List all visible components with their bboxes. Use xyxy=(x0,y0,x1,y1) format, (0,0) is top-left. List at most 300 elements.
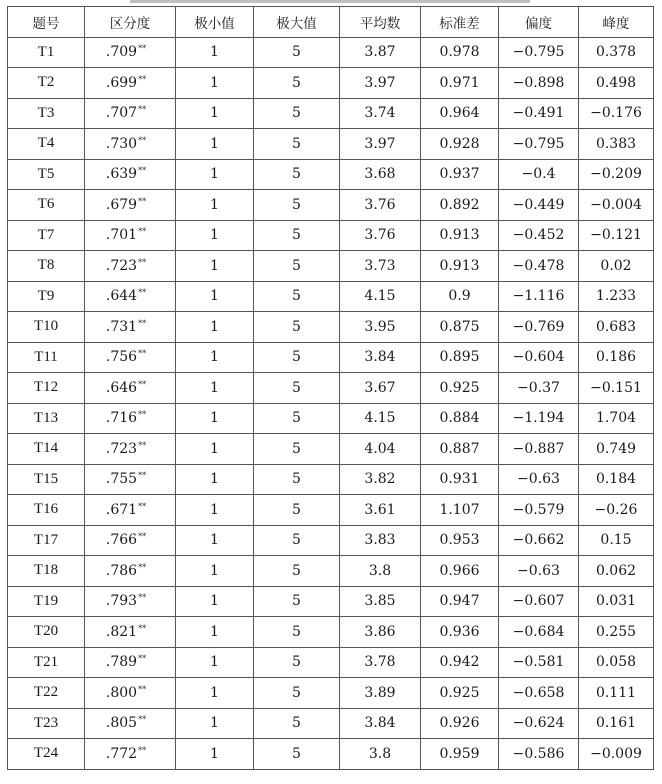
skewness-cell: −0.898 xyxy=(499,68,579,99)
maximum-cell: 5 xyxy=(254,403,340,434)
item-id-cell: T14 xyxy=(8,434,85,465)
mean-cell: 4.15 xyxy=(340,281,421,312)
discrimination-number: .755 xyxy=(105,471,138,488)
item-id-cell: T3 xyxy=(8,98,85,129)
item-id-cell: T11 xyxy=(8,342,85,373)
maximum-cell: 5 xyxy=(254,434,340,465)
skewness-cell: −1.116 xyxy=(499,281,579,312)
minimum-cell: 1 xyxy=(176,678,254,709)
std-dev-cell: 0.887 xyxy=(421,434,499,465)
minimum-cell: 1 xyxy=(176,495,254,526)
table-row xyxy=(8,647,654,678)
maximum-cell: 5 xyxy=(254,556,340,587)
minimum-cell: 1 xyxy=(176,37,254,68)
discrimination-number: .723 xyxy=(105,440,138,457)
significance-mark: ** xyxy=(138,318,147,328)
discrimination-number: .789 xyxy=(105,654,138,671)
kurtosis-cell: −0.004 xyxy=(579,190,654,221)
item-id-cell: T2 xyxy=(8,68,85,99)
skewness-cell: −0.604 xyxy=(499,342,579,373)
header-kurtosis: 峰度 xyxy=(579,7,654,38)
discrimination-value xyxy=(106,258,146,274)
std-dev-cell: 0.9 xyxy=(421,281,499,312)
std-dev-cell: 0.937 xyxy=(421,159,499,190)
table-row xyxy=(8,495,654,526)
discrimination-number: .707 xyxy=(105,105,138,122)
table-row xyxy=(8,525,654,556)
discrimination-value xyxy=(106,654,146,670)
mean-cell: 3.76 xyxy=(340,190,421,221)
significance-mark: ** xyxy=(138,440,147,450)
mean-cell: 3.8 xyxy=(340,739,421,770)
table-row xyxy=(8,98,654,129)
item-id-cell: T24 xyxy=(8,739,85,770)
kurtosis-cell: 0.031 xyxy=(579,586,654,617)
kurtosis-cell: 0.02 xyxy=(579,251,654,282)
skewness-cell: −0.795 xyxy=(499,129,579,160)
minimum-cell: 1 xyxy=(176,68,254,99)
table-row xyxy=(8,678,654,709)
mean-cell: 3.95 xyxy=(340,312,421,343)
discrimination-value xyxy=(106,410,146,426)
skewness-cell: −0.769 xyxy=(499,312,579,343)
discrimination-value xyxy=(106,593,146,609)
maximum-cell: 5 xyxy=(254,281,340,312)
item-id-cell: T13 xyxy=(8,403,85,434)
skewness-cell: −0.579 xyxy=(499,495,579,526)
discrimination-value xyxy=(106,502,146,518)
mean-cell: 3.67 xyxy=(340,373,421,404)
maximum-cell: 5 xyxy=(254,525,340,556)
item-id-cell: T18 xyxy=(8,556,85,587)
discrimination-cell xyxy=(85,159,176,190)
item-id-cell: T7 xyxy=(8,220,85,251)
minimum-cell: 1 xyxy=(176,525,254,556)
skewness-cell: −0.581 xyxy=(499,647,579,678)
skewness-cell: −0.491 xyxy=(499,98,579,129)
table-row xyxy=(8,403,654,434)
maximum-cell: 5 xyxy=(254,312,340,343)
discrimination-value xyxy=(106,563,146,579)
std-dev-cell: 0.959 xyxy=(421,739,499,770)
minimum-cell: 1 xyxy=(176,312,254,343)
discrimination-value xyxy=(106,227,146,243)
discrimination-cell xyxy=(85,464,176,495)
skewness-cell: −0.4 xyxy=(499,159,579,190)
discrimination-number: .793 xyxy=(105,593,138,610)
skewness-cell: −0.684 xyxy=(499,617,579,648)
mean-cell: 3.76 xyxy=(340,220,421,251)
minimum-cell: 1 xyxy=(176,342,254,373)
table-row xyxy=(8,68,654,99)
minimum-cell: 1 xyxy=(176,739,254,770)
skewness-cell: −0.607 xyxy=(499,586,579,617)
minimum-cell: 1 xyxy=(176,586,254,617)
significance-mark: ** xyxy=(138,623,147,633)
discrimination-number: .639 xyxy=(105,166,138,183)
discrimination-value xyxy=(106,349,146,365)
minimum-cell: 1 xyxy=(176,373,254,404)
mean-cell: 3.61 xyxy=(340,495,421,526)
discrimination-number: .709 xyxy=(105,44,138,61)
discrimination-value xyxy=(106,624,146,640)
table-row xyxy=(8,37,654,68)
kurtosis-cell: 0.683 xyxy=(579,312,654,343)
kurtosis-cell: −0.009 xyxy=(579,739,654,770)
mean-cell: 4.15 xyxy=(340,403,421,434)
mean-cell: 3.97 xyxy=(340,68,421,99)
kurtosis-cell: 0.15 xyxy=(579,525,654,556)
item-id-cell: T22 xyxy=(8,678,85,709)
significance-mark: ** xyxy=(138,135,147,145)
discrimination-value xyxy=(106,380,146,396)
discrimination-cell xyxy=(85,37,176,68)
discrimination-cell xyxy=(85,556,176,587)
significance-mark: ** xyxy=(138,288,147,298)
maximum-cell: 5 xyxy=(254,739,340,770)
discrimination-value xyxy=(106,319,146,335)
discrimination-number: .786 xyxy=(105,562,138,579)
maximum-cell: 5 xyxy=(254,68,340,99)
discrimination-number: .699 xyxy=(105,74,138,91)
kurtosis-cell: −0.176 xyxy=(579,98,654,129)
discrimination-cell xyxy=(85,281,176,312)
significance-mark: ** xyxy=(138,349,147,359)
header-skewness: 偏度 xyxy=(499,7,579,38)
maximum-cell: 5 xyxy=(254,373,340,404)
maximum-cell: 5 xyxy=(254,251,340,282)
minimum-cell: 1 xyxy=(176,556,254,587)
header-minimum: 极小值 xyxy=(176,7,254,38)
mean-cell: 3.82 xyxy=(340,464,421,495)
maximum-cell: 5 xyxy=(254,190,340,221)
skewness-cell: −0.662 xyxy=(499,525,579,556)
discrimination-number: .646 xyxy=(105,379,138,396)
discrimination-number: .731 xyxy=(105,318,138,335)
kurtosis-cell: −0.151 xyxy=(579,373,654,404)
discrimination-value xyxy=(106,44,146,60)
item-id-cell: T5 xyxy=(8,159,85,190)
discrimination-cell xyxy=(85,525,176,556)
kurtosis-cell: 0.062 xyxy=(579,556,654,587)
maximum-cell: 5 xyxy=(254,129,340,160)
mean-cell: 3.74 xyxy=(340,98,421,129)
discrimination-number: .730 xyxy=(105,135,138,152)
table-row xyxy=(8,312,654,343)
discrimination-number: .716 xyxy=(105,410,138,427)
minimum-cell: 1 xyxy=(176,647,254,678)
header-row xyxy=(8,7,654,38)
significance-mark: ** xyxy=(138,227,147,237)
discrimination-cell xyxy=(85,739,176,770)
item-id-cell: T6 xyxy=(8,190,85,221)
table-row xyxy=(8,220,654,251)
std-dev-cell: 0.875 xyxy=(421,312,499,343)
kurtosis-cell: 0.058 xyxy=(579,647,654,678)
item-id-cell: T8 xyxy=(8,251,85,282)
discrimination-number: .679 xyxy=(105,196,138,213)
item-id-cell: T12 xyxy=(8,373,85,404)
discrimination-cell xyxy=(85,312,176,343)
maximum-cell: 5 xyxy=(254,98,340,129)
std-dev-cell: 0.928 xyxy=(421,129,499,160)
maximum-cell: 5 xyxy=(254,159,340,190)
discrimination-number: .756 xyxy=(105,349,138,366)
maximum-cell: 5 xyxy=(254,647,340,678)
discrimination-cell xyxy=(85,617,176,648)
header-std-dev: 标准差 xyxy=(421,7,499,38)
significance-mark: ** xyxy=(138,654,147,664)
minimum-cell: 1 xyxy=(176,251,254,282)
discrimination-number: .800 xyxy=(105,684,138,701)
minimum-cell: 1 xyxy=(176,434,254,465)
table-row xyxy=(8,464,654,495)
skewness-cell: −0.37 xyxy=(499,373,579,404)
skewness-cell: −0.887 xyxy=(499,434,579,465)
skewness-cell: −0.795 xyxy=(499,37,579,68)
significance-mark: ** xyxy=(138,166,147,176)
header-discrimination: 区分度 xyxy=(85,7,176,38)
discrimination-cell xyxy=(85,220,176,251)
minimum-cell: 1 xyxy=(176,220,254,251)
item-id-cell: T21 xyxy=(8,647,85,678)
std-dev-cell: 0.978 xyxy=(421,37,499,68)
table-row xyxy=(8,739,654,770)
discrimination-cell xyxy=(85,342,176,373)
kurtosis-cell: 0.749 xyxy=(579,434,654,465)
kurtosis-cell: 0.378 xyxy=(579,37,654,68)
kurtosis-cell: −0.26 xyxy=(579,495,654,526)
discrimination-cell xyxy=(85,708,176,739)
significance-mark: ** xyxy=(138,105,147,115)
discrimination-cell xyxy=(85,586,176,617)
mean-cell: 3.68 xyxy=(340,159,421,190)
table-body xyxy=(8,37,654,769)
item-id-cell: T23 xyxy=(8,708,85,739)
significance-mark: ** xyxy=(138,410,147,420)
table-row xyxy=(8,159,654,190)
mean-cell: 3.86 xyxy=(340,617,421,648)
discrimination-cell xyxy=(85,373,176,404)
minimum-cell: 1 xyxy=(176,190,254,221)
skewness-cell: −0.449 xyxy=(499,190,579,221)
skewness-cell: −0.586 xyxy=(499,739,579,770)
std-dev-cell: 1.107 xyxy=(421,495,499,526)
table-row xyxy=(8,251,654,282)
mean-cell: 3.83 xyxy=(340,525,421,556)
kurtosis-cell: 1.233 xyxy=(579,281,654,312)
discrimination-number: .723 xyxy=(105,257,138,274)
significance-mark: ** xyxy=(138,379,147,389)
kurtosis-cell: 0.161 xyxy=(579,708,654,739)
item-id-cell: T1 xyxy=(8,37,85,68)
item-id-cell: T15 xyxy=(8,464,85,495)
std-dev-cell: 0.936 xyxy=(421,617,499,648)
skewness-cell: −0.63 xyxy=(499,556,579,587)
discrimination-value xyxy=(106,105,146,121)
table-row xyxy=(8,281,654,312)
significance-mark: ** xyxy=(138,562,147,572)
table-row xyxy=(8,434,654,465)
kurtosis-cell: 1.704 xyxy=(579,403,654,434)
kurtosis-cell: 0.383 xyxy=(579,129,654,160)
table-row xyxy=(8,190,654,221)
std-dev-cell: 0.942 xyxy=(421,647,499,678)
discrimination-number: .805 xyxy=(105,715,138,732)
minimum-cell: 1 xyxy=(176,708,254,739)
mean-cell: 3.84 xyxy=(340,342,421,373)
minimum-cell: 1 xyxy=(176,129,254,160)
std-dev-cell: 0.895 xyxy=(421,342,499,373)
mean-cell: 3.97 xyxy=(340,129,421,160)
discrimination-value xyxy=(106,746,146,762)
discrimination-value xyxy=(106,166,146,182)
discrimination-cell xyxy=(85,68,176,99)
maximum-cell: 5 xyxy=(254,708,340,739)
skewness-cell: −0.452 xyxy=(499,220,579,251)
discrimination-cell xyxy=(85,251,176,282)
table-row xyxy=(8,342,654,373)
minimum-cell: 1 xyxy=(176,98,254,129)
discrimination-value xyxy=(106,532,146,548)
item-id-cell: T4 xyxy=(8,129,85,160)
significance-mark: ** xyxy=(138,745,147,755)
skewness-cell: −0.478 xyxy=(499,251,579,282)
maximum-cell: 5 xyxy=(254,586,340,617)
maximum-cell: 5 xyxy=(254,220,340,251)
mean-cell: 3.84 xyxy=(340,708,421,739)
std-dev-cell: 0.971 xyxy=(421,68,499,99)
mean-cell: 3.73 xyxy=(340,251,421,282)
std-dev-cell: 0.966 xyxy=(421,556,499,587)
skewness-cell: −0.624 xyxy=(499,708,579,739)
std-dev-cell: 0.926 xyxy=(421,708,499,739)
minimum-cell: 1 xyxy=(176,281,254,312)
maximum-cell: 5 xyxy=(254,617,340,648)
item-id-cell: T19 xyxy=(8,586,85,617)
kurtosis-cell: −0.121 xyxy=(579,220,654,251)
discrimination-value xyxy=(106,685,146,701)
kurtosis-cell: −0.209 xyxy=(579,159,654,190)
discrimination-cell xyxy=(85,678,176,709)
significance-mark: ** xyxy=(138,44,147,54)
discrimination-cell xyxy=(85,434,176,465)
minimum-cell: 1 xyxy=(176,159,254,190)
discrimination-cell xyxy=(85,647,176,678)
std-dev-cell: 0.913 xyxy=(421,251,499,282)
discrimination-cell xyxy=(85,403,176,434)
std-dev-cell: 0.913 xyxy=(421,220,499,251)
discrimination-number: .821 xyxy=(105,623,138,640)
std-dev-cell: 0.884 xyxy=(421,403,499,434)
discrimination-value xyxy=(106,441,146,457)
significance-mark: ** xyxy=(138,593,147,603)
mean-cell: 3.89 xyxy=(340,678,421,709)
std-dev-cell: 0.931 xyxy=(421,464,499,495)
kurtosis-cell: 0.111 xyxy=(579,678,654,709)
kurtosis-cell: 0.186 xyxy=(579,342,654,373)
discrimination-number: .772 xyxy=(105,745,138,762)
std-dev-cell: 0.947 xyxy=(421,586,499,617)
mean-cell: 3.87 xyxy=(340,37,421,68)
discrimination-number: .766 xyxy=(105,532,138,549)
maximum-cell: 5 xyxy=(254,495,340,526)
item-id-cell: T20 xyxy=(8,617,85,648)
skewness-cell: −0.63 xyxy=(499,464,579,495)
discrimination-cell xyxy=(85,495,176,526)
table-row xyxy=(8,617,654,648)
table-row xyxy=(8,129,654,160)
significance-mark: ** xyxy=(138,715,147,725)
header-item-id: 题号 xyxy=(8,7,85,38)
minimum-cell: 1 xyxy=(176,403,254,434)
mean-cell: 4.04 xyxy=(340,434,421,465)
discrimination-value xyxy=(106,197,146,213)
discrimination-number: .701 xyxy=(105,227,138,244)
mean-cell: 3.78 xyxy=(340,647,421,678)
std-dev-cell: 0.964 xyxy=(421,98,499,129)
significance-mark: ** xyxy=(138,532,147,542)
discrimination-value xyxy=(106,715,146,731)
significance-mark: ** xyxy=(138,471,147,481)
maximum-cell: 5 xyxy=(254,37,340,68)
table-row xyxy=(8,586,654,617)
std-dev-cell: 0.925 xyxy=(421,373,499,404)
skewness-cell: −0.658 xyxy=(499,678,579,709)
table-row xyxy=(8,556,654,587)
discrimination-value xyxy=(106,75,146,91)
item-id-cell: T17 xyxy=(8,525,85,556)
discrimination-number: .671 xyxy=(105,501,138,518)
minimum-cell: 1 xyxy=(176,617,254,648)
item-id-cell: T16 xyxy=(8,495,85,526)
discrimination-value xyxy=(106,471,146,487)
item-id-cell: T10 xyxy=(8,312,85,343)
cropped-caption-strip xyxy=(130,0,530,3)
discrimination-number: .644 xyxy=(105,288,138,305)
table-row xyxy=(8,373,654,404)
discrimination-cell xyxy=(85,129,176,160)
minimum-cell: 1 xyxy=(176,464,254,495)
item-statistics-table xyxy=(7,6,654,770)
significance-mark: ** xyxy=(138,196,147,206)
maximum-cell: 5 xyxy=(254,342,340,373)
std-dev-cell: 0.892 xyxy=(421,190,499,221)
kurtosis-cell: 0.255 xyxy=(579,617,654,648)
kurtosis-cell: 0.498 xyxy=(579,68,654,99)
kurtosis-cell: 0.184 xyxy=(579,464,654,495)
mean-cell: 3.85 xyxy=(340,586,421,617)
significance-mark: ** xyxy=(138,74,147,84)
maximum-cell: 5 xyxy=(254,464,340,495)
std-dev-cell: 0.925 xyxy=(421,678,499,709)
skewness-cell: −1.194 xyxy=(499,403,579,434)
discrimination-cell xyxy=(85,98,176,129)
table-row xyxy=(8,708,654,739)
std-dev-cell: 0.953 xyxy=(421,525,499,556)
discrimination-value xyxy=(106,288,146,304)
discrimination-value xyxy=(106,136,146,152)
header-maximum: 极大值 xyxy=(254,7,340,38)
item-id-cell: T9 xyxy=(8,281,85,312)
significance-mark: ** xyxy=(138,257,147,267)
significance-mark: ** xyxy=(138,501,147,511)
discrimination-cell xyxy=(85,190,176,221)
mean-cell: 3.8 xyxy=(340,556,421,587)
maximum-cell: 5 xyxy=(254,678,340,709)
header-mean: 平均数 xyxy=(340,7,421,38)
significance-mark: ** xyxy=(138,684,147,694)
